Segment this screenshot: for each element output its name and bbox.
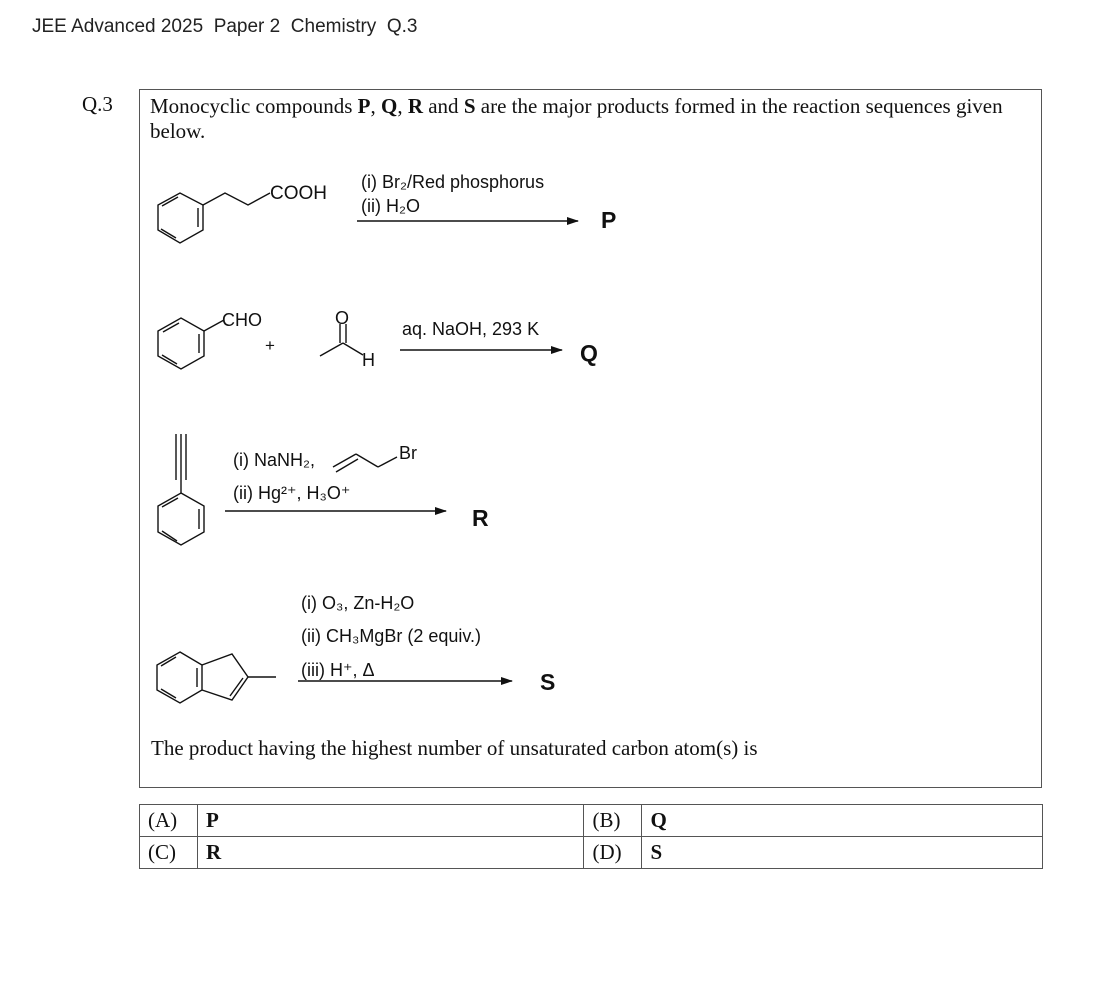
r2-reagent: aq. NaOH, 293 K — [402, 319, 540, 339]
option-a-value[interactable]: P — [198, 805, 584, 837]
hydrogen-label: H — [362, 350, 375, 370]
cho-label: CHO — [222, 310, 262, 330]
option-d-label[interactable]: (D) — [584, 837, 642, 869]
r1-reagent-1: (i) Br₂/Red phosphorus — [361, 172, 545, 192]
question-ask: The product having the highest number of unsaturated carbon atom(s) is — [151, 736, 758, 760]
product-q: Q — [580, 340, 598, 366]
option-a-label[interactable]: (A) — [140, 805, 198, 837]
product-r: R — [472, 505, 489, 531]
product-s: S — [540, 669, 556, 695]
page-header: JEE Advanced 2025 Paper 2 Chemistry Q.3 — [32, 16, 418, 37]
oxygen-label: O — [335, 308, 350, 328]
r4-reagent-3: (iii) H⁺, Δ — [301, 660, 375, 680]
allyl-bromide — [333, 454, 397, 472]
bromo-label: Br — [399, 443, 417, 463]
benzene-ring-2 — [158, 318, 204, 369]
r4-reagent-1: (i) O₃, Zn-H₂O — [301, 593, 415, 613]
benzene-ring-1 — [158, 193, 203, 243]
r1-reagent-2: (ii) H₂O — [361, 196, 420, 216]
cooh-label: COOH — [270, 183, 327, 204]
options-table — [139, 804, 1043, 869]
benzene-ring-3 — [158, 493, 204, 545]
r3-reagent-2: (ii) Hg²⁺, H₃O⁺ — [233, 483, 351, 503]
option-b-value[interactable]: Q — [642, 805, 1043, 837]
r3-reagent-1: (i) NaNH₂, — [233, 450, 315, 470]
plus-sign: + — [265, 336, 275, 355]
question-number: Q.3 — [82, 92, 113, 116]
r4-reagent-2: (ii) CH₃MgBr (2 equiv.) — [301, 626, 482, 646]
acetaldehyde — [320, 324, 363, 356]
propanoic-chain — [203, 193, 270, 205]
option-d-value[interactable]: S — [642, 837, 1043, 869]
question-stem: Monocyclic compounds P, Q, R and S are the major products formed in the reaction sequences given below. — [150, 94, 1003, 143]
product-p: P — [601, 207, 617, 233]
option-c-value[interactable]: R — [198, 837, 584, 869]
alkyne — [176, 434, 186, 480]
option-b-label[interactable]: (B) — [584, 805, 642, 837]
indene — [157, 652, 276, 703]
option-c-label[interactable]: (C) — [140, 837, 198, 869]
